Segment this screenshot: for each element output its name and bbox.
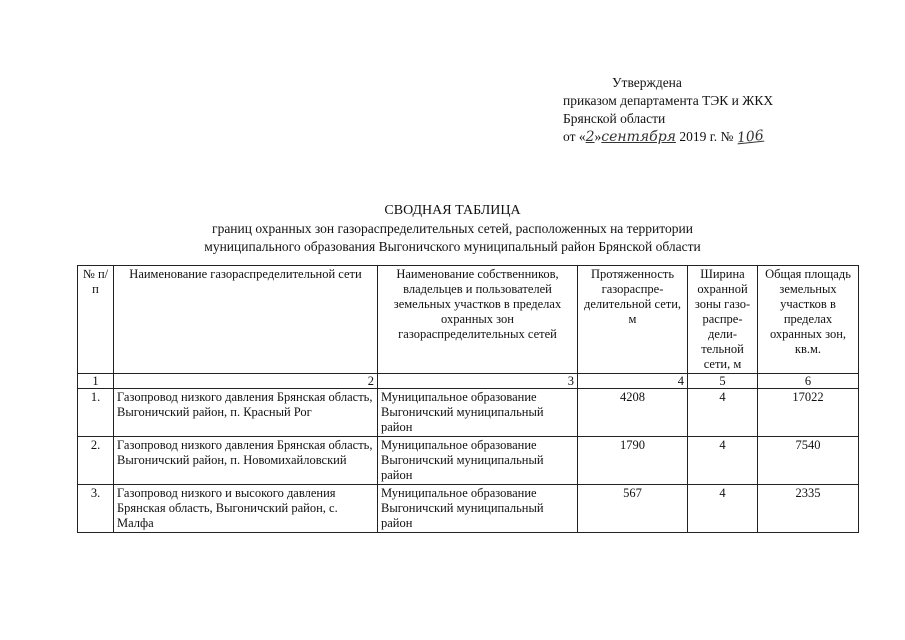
date-day-handwritten: 2 [585, 129, 595, 145]
length-cell: 567 [578, 485, 688, 533]
owner-cell: Муниципальное образование Выгоничский муниципальный район [378, 485, 578, 533]
approval-region-line: Брянской области [563, 111, 666, 126]
zone-width-cell: 4 [688, 485, 758, 533]
network-name-cell: Газопровод низкого и высокого давления Брянская область, Выгоничский район, с. Малфа [114, 485, 378, 533]
header-total-area: Общая площадь земельных участков в пределах охранных зон, кв.м. [758, 266, 859, 374]
approval-date-line [563, 128, 773, 146]
date-month-handwritten: сентября [601, 129, 676, 145]
header-network-name: Наименование газораспределительной сети [114, 266, 378, 374]
zone-width-cell: 4 [688, 437, 758, 485]
table-row [78, 437, 859, 485]
length-cell: 1790 [578, 437, 688, 485]
date-prefix: от « [563, 129, 586, 144]
header-zone-width: Ширина охранной зоны газо-распре-дели-тельной сети, м [688, 266, 758, 374]
owner-cell: Муниципальное образование Выгоничский муниципальный район [378, 437, 578, 485]
column-number-row [78, 374, 859, 389]
network-name-cell: Газопровод низкого давления Брянская область, Выгоничский район, п. Красный Рог [114, 389, 378, 437]
date-suffix: 2019 г. № [679, 129, 734, 144]
title-heading: СВОДНАЯ ТАБЛИЦА [384, 203, 521, 218]
column-number: 2 [114, 374, 378, 389]
zone-width-cell: 4 [688, 389, 758, 437]
approval-order-line: приказом департамента ТЭК и ЖКХ [563, 93, 774, 108]
area-cell: 17022 [758, 389, 859, 437]
area-cell: 7540 [758, 437, 859, 485]
network-name-cell: Газопровод низкого давления Брянская область, Выгоничский район, п. Новомихайловский [114, 437, 378, 485]
header-number: № п/п [78, 266, 114, 374]
area-cell: 2335 [758, 485, 859, 533]
header-length: Протяженность газораспре-делительной сети, м [578, 266, 688, 374]
length-cell: 4208 [578, 389, 688, 437]
title-line-2: границ охранных зон газораспределительных сетей, расположенных на территории [212, 221, 693, 236]
column-number: 6 [758, 374, 859, 389]
owner-cell: Муниципальное образование Выгоничский муниципальный район [378, 389, 578, 437]
title-line-3: муниципального образования Выгоничского муниципальный район Брянской области [204, 239, 701, 254]
table-row [78, 485, 859, 533]
table-header-row [78, 266, 859, 374]
column-number: 5 [688, 374, 758, 389]
column-number: 4 [578, 374, 688, 389]
order-number-handwritten: 106 [735, 127, 765, 147]
row-number: 3. [78, 485, 114, 533]
approval-heading: Утверждена [612, 75, 682, 90]
approval-block [563, 74, 773, 146]
summary-table [77, 265, 859, 533]
table-row [78, 389, 859, 437]
date-mid: » [594, 129, 602, 144]
column-number: 3 [378, 374, 578, 389]
row-number: 2. [78, 437, 114, 485]
column-number: 1 [78, 374, 114, 389]
header-owners: Наименование собственников, владельцев и пользователей земельных участков в пределах охранных зон газораспределительных сетей [378, 266, 578, 374]
row-number: 1. [78, 389, 114, 437]
document-title [0, 202, 905, 256]
